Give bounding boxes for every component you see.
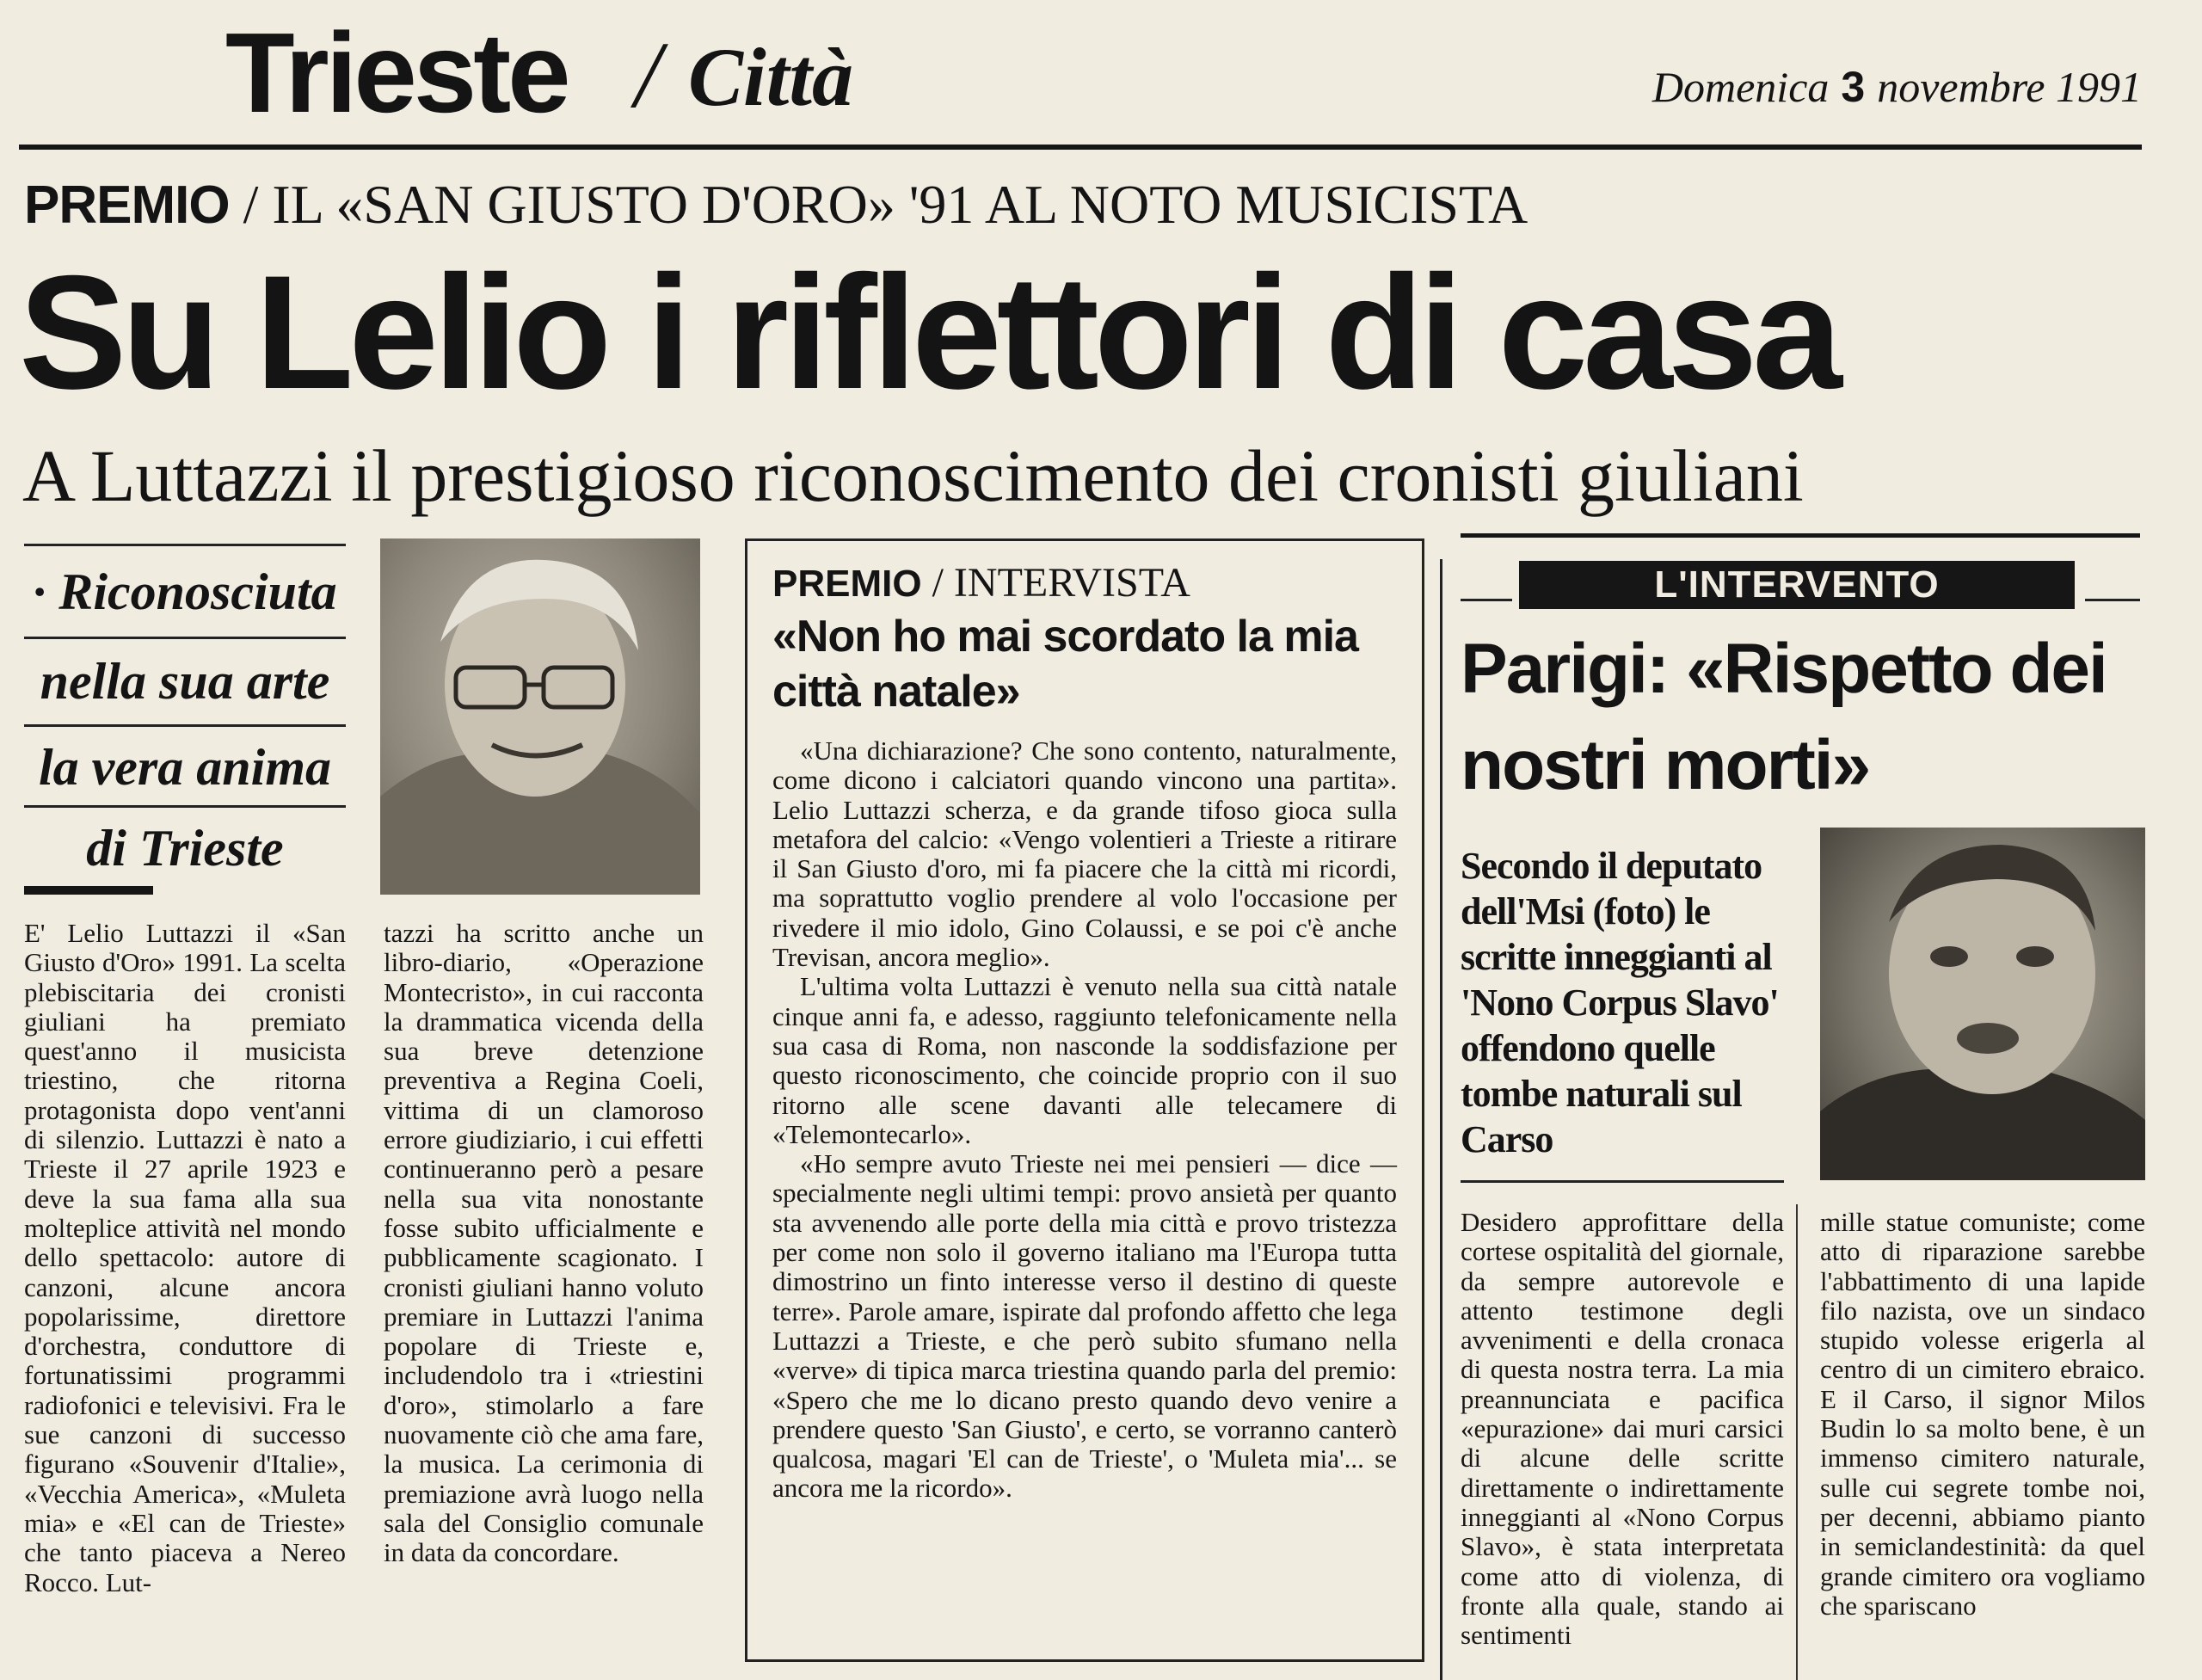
pull-quote-line: nella sua arte bbox=[40, 653, 330, 710]
intervento-label-rule bbox=[2085, 599, 2140, 601]
intervento-label-rule bbox=[1461, 599, 1512, 601]
column-rule bbox=[1440, 559, 1442, 1680]
intervento-col2: mille statue comuniste; come atto di riparazione sarebbe l'abbattimento di una lapide filo nazista, ove un sindaco stupido volesse erigerla al centro di un cimitero ebraico. E il Carso, il signor Milos Budin lo sa molto bene, è un immenso cimitero naturale, sulle cui segrete tombe noi, per decenni, abbiamo pianto in semiclandestinità: da quel grande cimitero ora vogliamo che spariscano bbox=[1820, 1207, 2145, 1621]
interview-kicker-text: / INTERVISTA bbox=[921, 560, 1190, 606]
portrait-illustration bbox=[380, 538, 700, 895]
intervento-title: Parigi: «Rispetto dei nostri morti» bbox=[1461, 630, 2107, 804]
deputy-illustration bbox=[1820, 828, 2145, 1180]
interview-kicker-label: PREMIO bbox=[772, 563, 922, 605]
pull-quote-rule bbox=[24, 544, 346, 546]
masthead-slash: / bbox=[635, 22, 661, 127]
portrait-photo bbox=[380, 538, 700, 895]
intervento-top-rule bbox=[1461, 533, 2140, 538]
date-month-year: novembre 1991 bbox=[1877, 63, 2142, 111]
date-day: Domenica bbox=[1652, 63, 1830, 111]
pull-quote-rule bbox=[24, 724, 346, 727]
pull-quote-line: di Trieste bbox=[86, 820, 284, 877]
pull-quote-rule bbox=[24, 805, 346, 808]
pull-quote-line: la vera anima bbox=[39, 739, 331, 796]
masthead-section: Città bbox=[688, 31, 854, 123]
column-rule bbox=[1796, 1204, 1798, 1680]
interview-paragraph: L'ultima volta Luttazzi è venuto nella sua città natale cinque anni fa, e adesso, raggiunto telefonicamente nella sua casa di Roma, non nasconde la soddisfazione per questo riconoscimento, che coincide proprio con il suo ritorno alle scene davanti alle telecamere di «Telemontecarlo». bbox=[772, 971, 1397, 1149]
main-headline: Su Lelio i riflettori di casa bbox=[19, 242, 1837, 422]
interview-paragraph: «Ho sempre avuto Trieste nei mei pensieri — dice — specialmente negli ultimi tempi: provo ansietà per quanto sta avvenendo alle porte della mia città e provo tristezza per come non solo il governo italiano ma l'Europa tutta dimostrino un finto interesse verso il destino di queste terre». Parole amare, ispirate dal profondo affetto che lega Luttazzi a Trieste, e che però subito sfumano nella «verve» di tipica marca triestina quando parla del premio: «Spero che me lo dicano presto quando devo venire a prendere questo 'San Giusto', e certo, se vorranno canterò qualcosa, magari 'El can de Trieste', o 'Muleta mia'... se ancora me la ricordo». bbox=[772, 1148, 1397, 1504]
intervento-col1: Desidero approfittare della cortese ospitalità del giornale, da sempre autorevole e attento testimone degli avvenimenti e della cronaca di questa nostra terra. La mia preannunciata e pacifica «epurazione» dai muri carsici di alcune delle scritte direttamente o indirettamente inneggianti al «Nono Corpus Slavo», è stata interpretata come atto di violenza, di fronte alla quale, stando ai sentimenti bbox=[1461, 1207, 1784, 1651]
masthead-rule bbox=[19, 145, 2142, 150]
pull-quote-rule bbox=[24, 637, 346, 639]
main-kicker-text: / IL «SAN GIUSTO D'ORO» '91 AL NOTO MUSICISTA bbox=[229, 174, 1528, 235]
intervento-label: L'INTERVENTO bbox=[1519, 561, 2075, 609]
intervento-deck: Secondo il deputato dell'Msi (foto) le scritte inneggianti al 'Nono Corpus Slavo' offendono quelle tombe naturali sul Carso bbox=[1461, 845, 1779, 1160]
interview-title: «Non ho mai scordato la mia città natale» bbox=[772, 612, 1358, 717]
interview-paragraph: «Una dichiarazione? Che sono contento, naturalmente, come dicono i calciatori quando vincono una partita». Lelio Luttazzi scherza, e da grande tifoso gioca sulla metafora del calcio: «Vengo volentieri a Trieste a ritirare il San Giusto d'oro, mi fa piacere che la città mi ricordi, ma soprattutto voglio prendere al volo l'occasione per rivedere il mio idolo, Gino Colaussi, e se poi c'è anche Trevisan, ancora meglio». bbox=[772, 735, 1397, 973]
main-kicker-label: PREMIO bbox=[24, 175, 230, 235]
masthead-date bbox=[1652, 57, 2142, 117]
pull-quote-line: · Riconosciuta bbox=[33, 563, 337, 620]
intervento-deck-rule bbox=[1461, 1180, 1784, 1183]
main-article-col1: E' Lelio Luttazzi il «San Giusto d'Oro» 1991. La scelta plebiscitaria dei cronisti giuliani ha premiato quest'anno il musicista triestino, che ritorna protagonista dopo vent'anni di silenzio. Luttazzi è nato a Trieste il 27 aprile 1923 e deve la sua fama alla sua molteplice attività nel mondo dello spettacolo: autore di canzoni, alcune ancora popolarissime, direttore d'orchestra, conduttore di fortunatissimi programmi radiofonici e televisivi. Fra le sue canzoni di successo figurano «Souvenir d'Italie», «Vecchia America», «Muleta mia» e «El can de Trieste» che tanto piaceva a Nereo Rocco. Lut- bbox=[24, 918, 346, 1597]
interview-body bbox=[772, 736, 1397, 1504]
masthead-title: Trieste bbox=[225, 9, 568, 136]
pull-quote-bar bbox=[24, 886, 153, 895]
date-number: 3 bbox=[1841, 63, 1866, 111]
main-subhead: A Luttazzi il prestigioso riconoscimento dei cronisti giuliani bbox=[22, 434, 1804, 517]
main-article-col2: tazzi ha scritto anche un libro-diario, «Operazione Montecristo», in cui racconta la drammatica vicenda della sua breve detenzione preventiva a Regina Coeli, vittima di un clamoroso errore giudiziario, i cui effetti continueranno però a pesare nella sua vita nonostante fosse subito ufficialmente e pubblicamente scagionato. I cronisti giuliani hanno voluto premiare in Luttazzi l'anima popolare di Trieste e, includendolo tra i «triestini d'oro», stimolarlo a fare nuovamente ciò che ama fare, la musica. La cerimonia di premiazione avrà luogo nella sala del Consiglio comunale in data da concordare. bbox=[384, 918, 704, 1568]
deputy-photo bbox=[1820, 828, 2145, 1180]
